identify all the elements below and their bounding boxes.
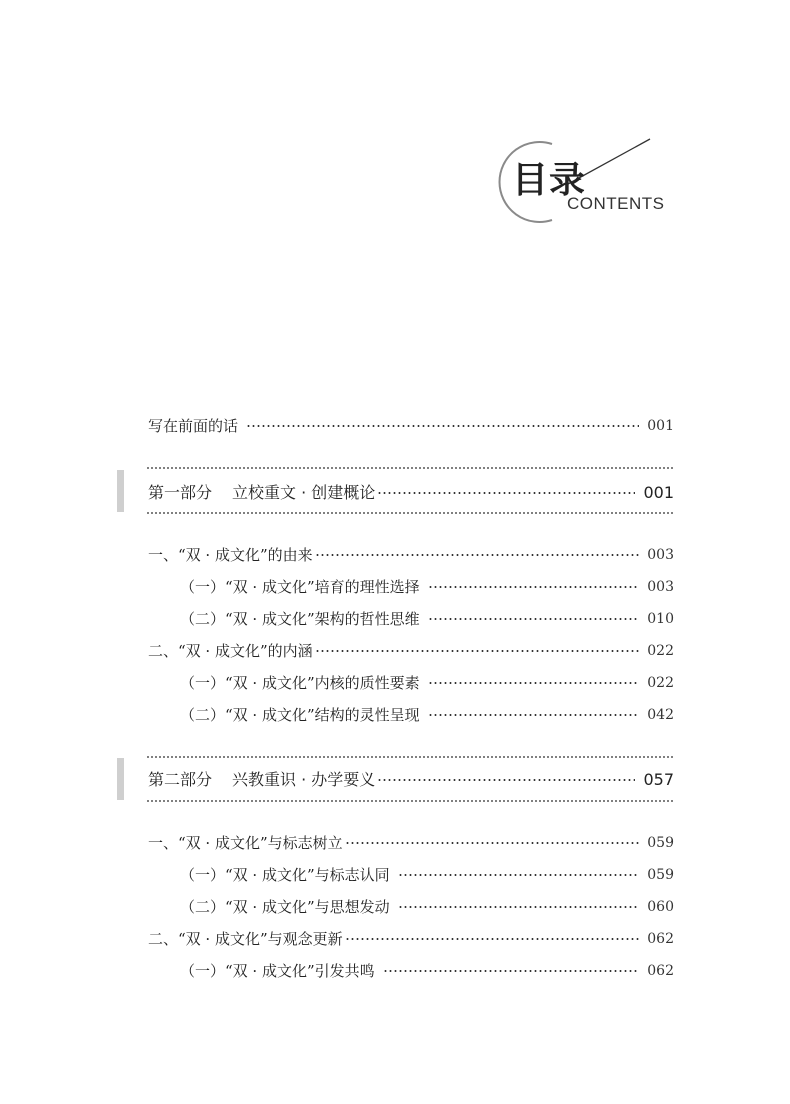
section-title: 二、“双 · 成文化”与观念更新 <box>148 930 343 948</box>
part-label: 第二部分 <box>148 770 213 789</box>
toc-section[interactable] <box>148 831 674 855</box>
dot-leader <box>398 874 640 876</box>
toc-part-2[interactable] <box>148 768 674 792</box>
toc-subsection[interactable] <box>180 671 674 695</box>
subsection-page: 060 <box>647 899 674 915</box>
subsection-title: （二）“双 · 成文化”架构的哲性思维 <box>180 610 420 628</box>
toc-entry-preface[interactable] <box>148 414 674 438</box>
toc-subsection[interactable] <box>180 895 674 919</box>
part-bottom-rule <box>146 800 674 802</box>
subsection-page: 022 <box>647 675 674 691</box>
subsection-title: （二）“双 · 成文化”与思想发动 <box>180 898 390 916</box>
subsection-title: （一）“双 · 成文化”培育的理性选择 <box>180 578 420 596</box>
subsection-title: （一）“双 · 成文化”内核的质性要素 <box>180 674 420 692</box>
subsection-page: 062 <box>647 963 674 979</box>
section-page: 059 <box>647 835 674 851</box>
toc-subsection[interactable] <box>180 575 674 599</box>
section-page: 062 <box>647 931 674 947</box>
dot-leader <box>246 425 639 427</box>
toc-section[interactable] <box>148 639 674 663</box>
dot-leader <box>315 554 640 556</box>
dot-leader <box>345 938 640 940</box>
part-bottom-rule <box>146 512 674 514</box>
toc-part-1[interactable] <box>148 481 674 505</box>
dot-leader <box>377 779 635 781</box>
subsection-page: 010 <box>647 611 674 627</box>
section-title: 一、“双 · 成文化”的由来 <box>148 546 313 564</box>
dot-leader <box>377 492 635 494</box>
section-page: 022 <box>647 643 674 659</box>
subsection-page: 059 <box>647 867 674 883</box>
toc-subsection[interactable] <box>180 863 674 887</box>
toc-subsection[interactable] <box>180 959 674 983</box>
dot-leader <box>428 586 640 588</box>
part-top-rule <box>146 756 674 758</box>
part-page: 001 <box>643 483 674 502</box>
toc-section[interactable] <box>148 927 674 951</box>
part-marker-bar <box>117 470 124 512</box>
toc-header <box>490 136 690 236</box>
section-title: 二、“双 · 成文化”的内涵 <box>148 642 313 660</box>
part-top-rule <box>146 467 674 469</box>
toc-subsection[interactable] <box>180 607 674 631</box>
part-title: 兴教重识 · 办学要义 <box>232 770 376 789</box>
page-subtitle: CONTENTS <box>567 194 665 213</box>
dot-leader <box>428 618 640 620</box>
subsection-title: （一）“双 · 成文化”与标志认同 <box>180 866 390 884</box>
dot-leader <box>383 970 640 972</box>
dot-leader <box>315 650 640 652</box>
subsection-title: （二）“双 · 成文化”结构的灵性呈现 <box>180 706 420 724</box>
part-marker-bar <box>117 758 124 800</box>
part-label: 第一部分 <box>148 483 213 502</box>
toc-section[interactable] <box>148 543 674 567</box>
subsection-page: 042 <box>647 707 674 723</box>
part-page: 057 <box>643 770 674 789</box>
part-title: 立校重文 · 创建概论 <box>232 483 376 502</box>
entry-title: 写在前面的话 <box>148 417 239 435</box>
subsection-page: 003 <box>647 579 674 595</box>
section-page: 003 <box>647 547 674 563</box>
page-title: 目录 <box>512 160 587 201</box>
toc-subsection[interactable] <box>180 703 674 727</box>
section-title: 一、“双 · 成文化”与标志树立 <box>148 834 343 852</box>
dot-leader <box>428 714 640 716</box>
dot-leader <box>398 906 640 908</box>
dot-leader <box>428 682 640 684</box>
subsection-title: （一）“双 · 成文化”引发共鸣 <box>180 962 375 980</box>
entry-page: 001 <box>647 418 674 434</box>
dot-leader <box>345 842 640 844</box>
